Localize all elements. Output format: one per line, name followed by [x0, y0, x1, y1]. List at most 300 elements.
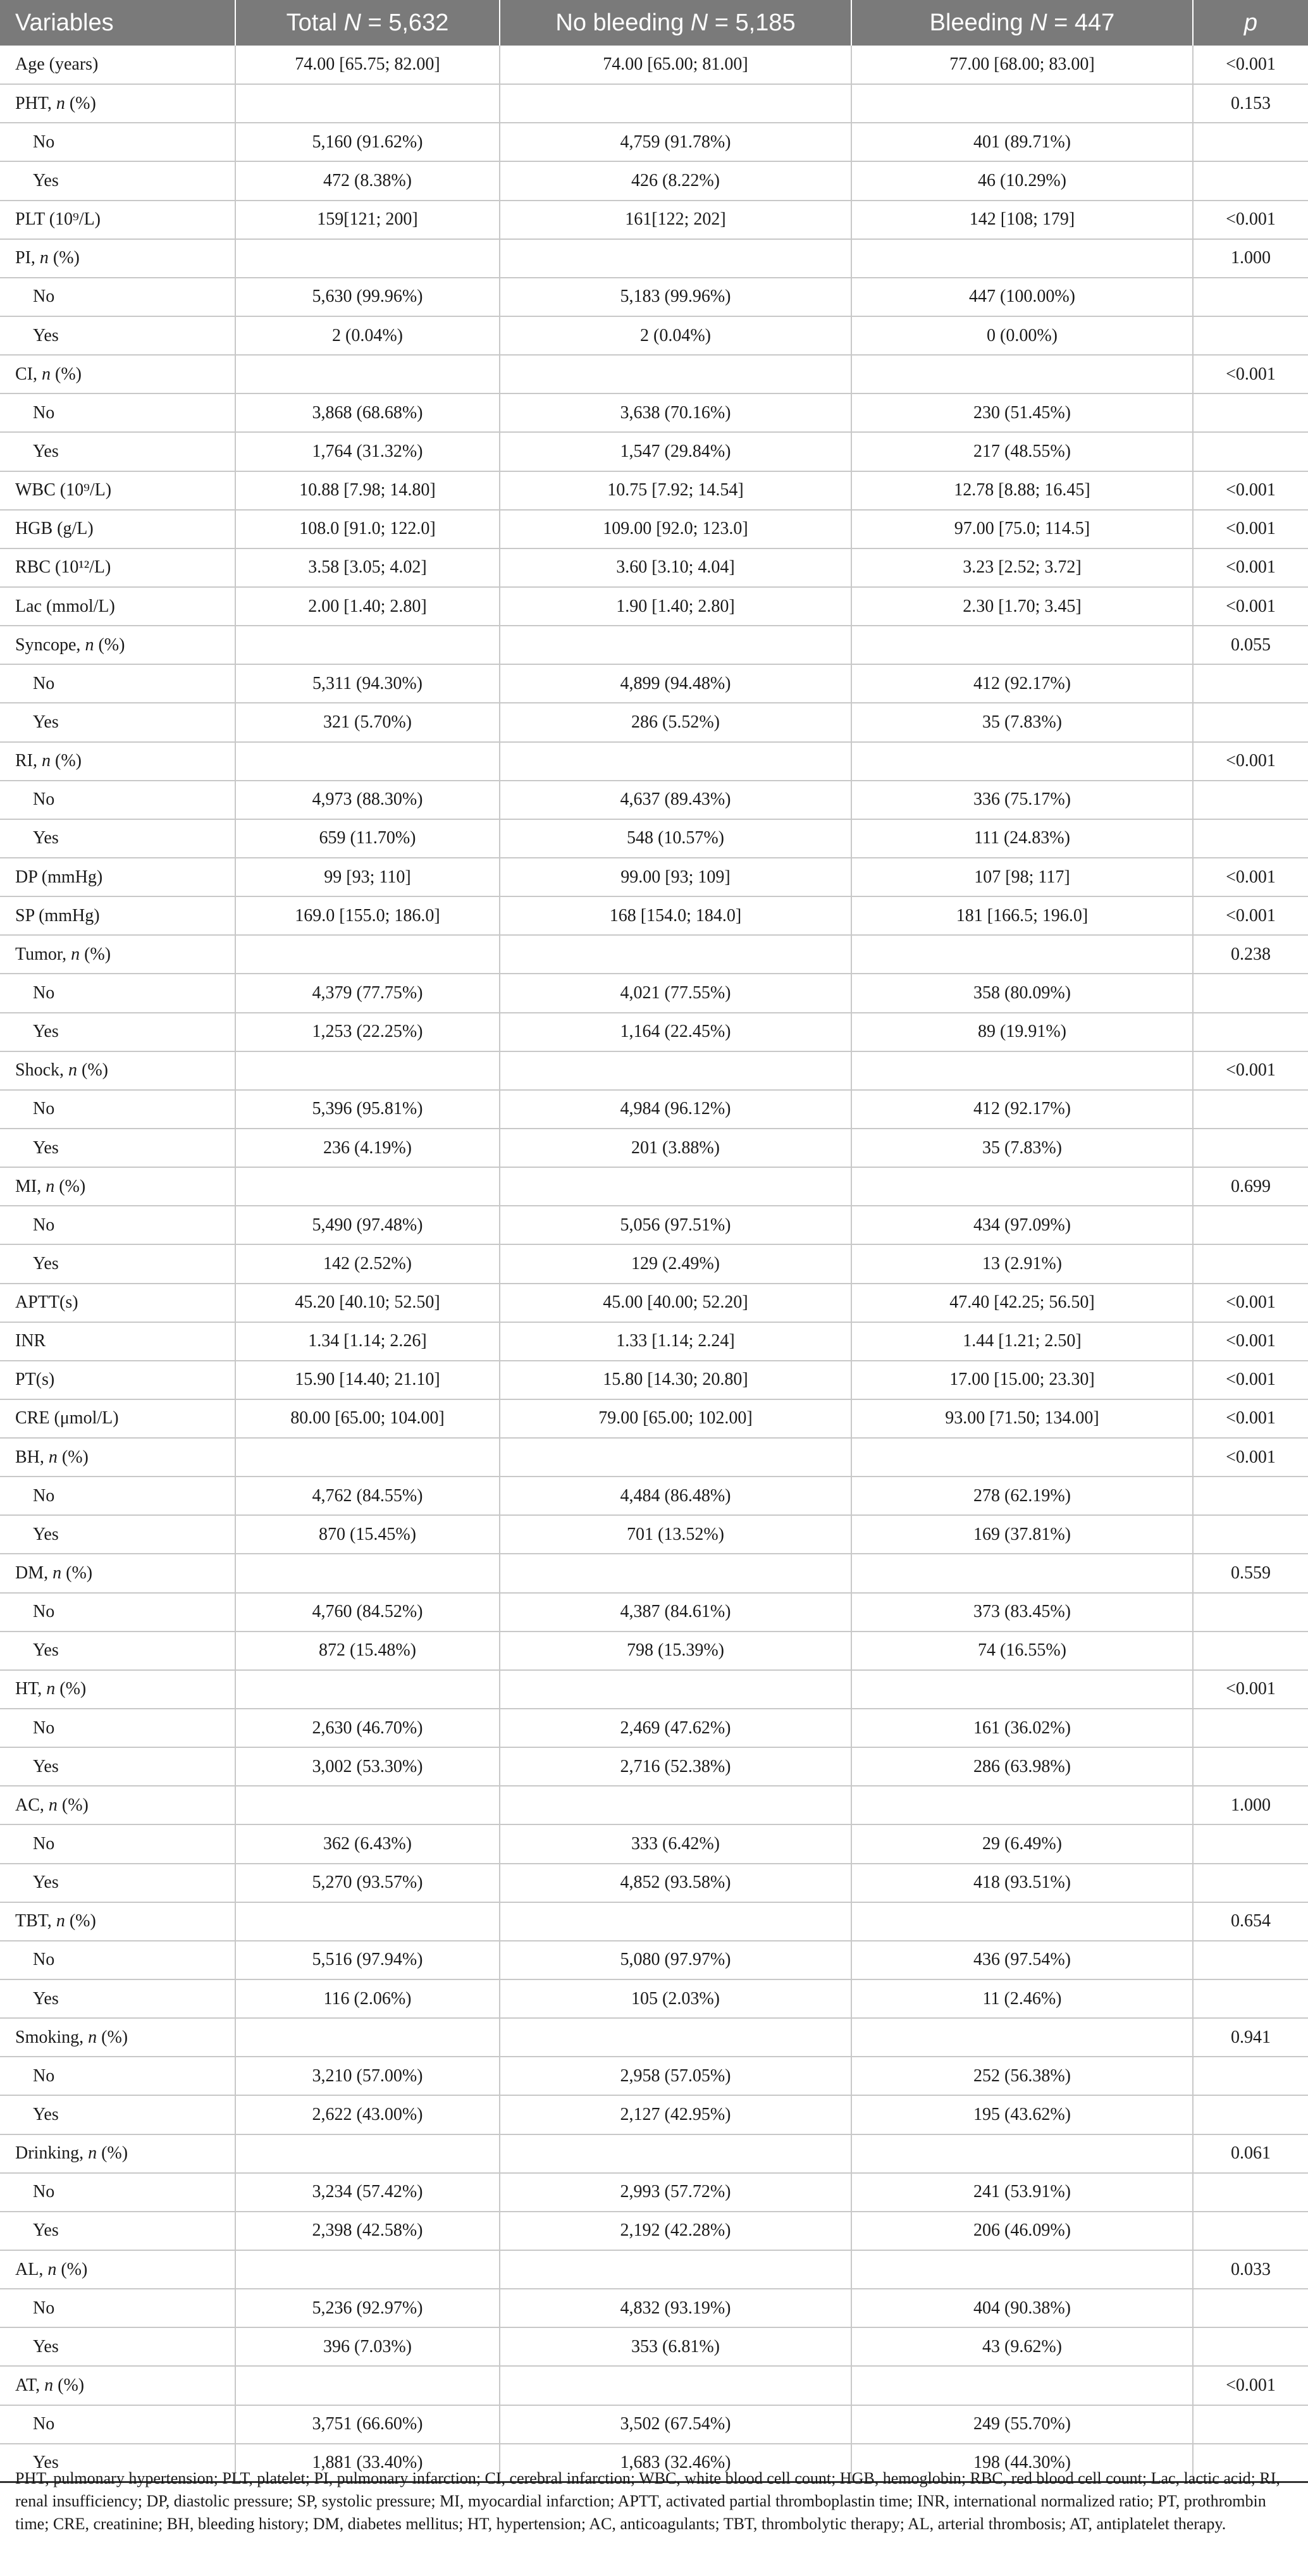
- cell-bleeding-text: 169 (37.81%): [973, 1524, 1071, 1544]
- cell-variable: [0, 355, 235, 393]
- cell-no-bleeding: [500, 239, 851, 278]
- cell-variable-text: AT, n (%): [15, 2375, 85, 2395]
- cell-p-value: [1193, 1167, 1308, 1206]
- cell-bleeding-text: 336 (75.17%): [973, 790, 1071, 810]
- cell-no-bleeding-text: 4,021 (77.55%): [620, 982, 731, 1003]
- cell-p-value: [1193, 123, 1308, 161]
- cell-bleeding-text: 278 (62.19%): [973, 1485, 1071, 1506]
- cell-p-value: [1193, 1399, 1308, 1438]
- cell-variable: [0, 819, 235, 858]
- header-variables: [0, 0, 235, 46]
- cell-total: [235, 1090, 500, 1129]
- cell-bleeding-text: 43 (9.62%): [982, 2336, 1062, 2356]
- cell-no-bleeding: [500, 46, 851, 84]
- cell-bleeding-text: 11 (2.46%): [982, 1988, 1062, 2009]
- cell-total-text: 362 (6.43%): [323, 1834, 412, 1854]
- cell-variable: [0, 664, 235, 703]
- cell-no-bleeding: [500, 2289, 851, 2327]
- cell-no-bleeding-text: 5,080 (97.97%): [620, 1950, 731, 1970]
- table-row: [0, 1786, 1308, 1824]
- cell-p-value: [1193, 1013, 1308, 1051]
- cell-p-value: [1193, 626, 1308, 664]
- cell-no-bleeding-text: 2,958 (57.05%): [620, 2065, 731, 2086]
- cell-variable-text: HGB (g/L): [15, 519, 94, 539]
- cell-bleeding-text: 13 (2.91%): [982, 1253, 1062, 1273]
- cell-p-value: [1193, 2405, 1308, 2444]
- cell-p-value: [1193, 2095, 1308, 2134]
- cell-bleeding-text: 74 (16.55%): [978, 1640, 1066, 1661]
- cell-bleeding: [851, 510, 1193, 548]
- cell-p-value-text: <0.001: [1226, 1370, 1276, 1390]
- table-row: [0, 161, 1308, 200]
- cell-variable-text: No: [33, 673, 55, 693]
- table-row: [0, 1361, 1308, 1399]
- cell-no-bleeding: [500, 935, 851, 974]
- cell-p-value-text: <0.001: [1226, 557, 1276, 578]
- cell-p-value: [1193, 1632, 1308, 1670]
- cell-bleeding: [851, 819, 1193, 858]
- cell-total: [235, 896, 500, 935]
- cell-total: [235, 2289, 500, 2327]
- table-row: [0, 510, 1308, 548]
- cell-bleeding: [851, 2366, 1193, 2405]
- cell-variable: [0, 1090, 235, 1129]
- cell-no-bleeding: [500, 1284, 851, 1322]
- table-row: [0, 316, 1308, 355]
- cell-total-text: 5,236 (92.97%): [312, 2298, 423, 2318]
- cell-no-bleeding: [500, 1013, 851, 1051]
- cell-no-bleeding-text: 1,683 (32.46%): [620, 2453, 731, 2473]
- cell-total-text: 3,210 (57.00%): [312, 2065, 423, 2086]
- cell-total: [235, 1051, 500, 1090]
- cell-total-text: 74.00 [65.75; 82.00]: [295, 54, 440, 75]
- cell-bleeding: [851, 742, 1193, 781]
- cell-total-text: 5,311 (94.30%): [312, 673, 423, 693]
- cell-bleeding: [851, 2018, 1193, 2057]
- cell-variable-text: Tumor, n (%): [15, 944, 111, 964]
- cell-total-text: 2,398 (42.58%): [312, 2220, 423, 2241]
- cell-p-value-text: 0.559: [1231, 1563, 1271, 1583]
- cell-variable-text: Yes: [33, 712, 59, 732]
- cell-bleeding-text: 241 (53.91%): [973, 2182, 1071, 2202]
- cell-bleeding: [851, 1864, 1193, 1902]
- table-row: [0, 1554, 1308, 1592]
- cell-variable: [0, 742, 235, 781]
- cell-bleeding: [851, 1013, 1193, 1051]
- cell-no-bleeding: [500, 1824, 851, 1863]
- cell-no-bleeding: [500, 2018, 851, 2057]
- cell-bleeding: [851, 278, 1193, 316]
- cell-no-bleeding: [500, 2095, 851, 2134]
- cell-variable-text: No: [33, 2182, 55, 2202]
- cell-variable: [0, 1206, 235, 1244]
- cell-bleeding: [851, 781, 1193, 819]
- cell-variable-text: Lac (mmol/L): [15, 596, 115, 616]
- cell-no-bleeding: [500, 896, 851, 935]
- table-row: [0, 1593, 1308, 1632]
- cell-total: [235, 84, 500, 123]
- table-row: [0, 2173, 1308, 2212]
- cell-p-value: [1193, 1361, 1308, 1399]
- cell-p-value: [1193, 1051, 1308, 1090]
- cell-total: [235, 1979, 500, 2018]
- cell-p-value-text: 1.000: [1231, 248, 1271, 268]
- cell-total: [235, 1244, 500, 1283]
- cell-total: [235, 548, 500, 587]
- cell-total-text: 2,622 (43.00%): [312, 2105, 423, 2125]
- cell-p-value: [1193, 239, 1308, 278]
- cell-variable-text: Shock, n (%): [15, 1060, 108, 1081]
- cell-no-bleeding-text: 10.75 [7.92; 14.54]: [607, 480, 744, 500]
- cell-variable: [0, 393, 235, 432]
- table-row: [0, 1206, 1308, 1244]
- cell-no-bleeding: [500, 781, 851, 819]
- cell-total: [235, 1322, 500, 1361]
- cell-no-bleeding: [500, 819, 851, 858]
- cell-bleeding: [851, 1670, 1193, 1709]
- cell-no-bleeding-text: 3.60 [3.10; 4.04]: [616, 557, 735, 578]
- cell-bleeding-text: 206 (46.09%): [973, 2220, 1071, 2241]
- cell-bleeding-text: 412 (92.17%): [973, 673, 1071, 693]
- table-row: [0, 587, 1308, 626]
- cell-no-bleeding-text: 798 (15.39%): [627, 1640, 724, 1661]
- cell-variable: [0, 2250, 235, 2289]
- cell-total: [235, 316, 500, 355]
- cell-no-bleeding: [500, 2173, 851, 2212]
- cell-total-text: 15.90 [14.40; 21.10]: [295, 1370, 440, 1390]
- cell-p-value: [1193, 1709, 1308, 1747]
- cell-no-bleeding: [500, 2134, 851, 2173]
- cell-bleeding: [851, 1206, 1193, 1244]
- header-row: [0, 0, 1308, 46]
- cell-variable: [0, 510, 235, 548]
- cell-variable-text: Yes: [33, 1524, 59, 1544]
- cell-variable: [0, 1322, 235, 1361]
- cell-bleeding-text: 447 (100.00%): [969, 287, 1075, 307]
- cell-bleeding: [851, 1090, 1193, 1129]
- cell-no-bleeding-text: 4,387 (84.61%): [620, 1602, 731, 1622]
- cell-no-bleeding-text: 701 (13.52%): [627, 1524, 724, 1544]
- cell-bleeding-text: 404 (90.38%): [973, 2298, 1071, 2318]
- cell-total: [235, 2018, 500, 2057]
- cell-p-value: [1193, 1322, 1308, 1361]
- cell-p-value: [1193, 2366, 1308, 2405]
- cell-bleeding-text: 46 (10.29%): [978, 170, 1066, 190]
- cell-p-value: [1193, 1206, 1308, 1244]
- cell-total: [235, 278, 500, 316]
- cell-variable-text: No: [33, 1485, 55, 1506]
- cell-bleeding: [851, 2057, 1193, 2095]
- cell-p-value-text: <0.001: [1226, 905, 1276, 926]
- cell-total: [235, 393, 500, 432]
- table-row: [0, 239, 1308, 278]
- cell-bleeding-text: 286 (63.98%): [973, 1756, 1071, 1776]
- cell-p-value: [1193, 1129, 1308, 1167]
- cell-variable-text: Yes: [33, 2336, 59, 2356]
- cell-total-text: 5,490 (97.48%): [312, 1215, 423, 1235]
- cell-variable-text: PT(s): [15, 1370, 55, 1390]
- cell-variable: [0, 1554, 235, 1592]
- cell-variable: [0, 1864, 235, 1902]
- cell-variable: [0, 2212, 235, 2250]
- cell-p-value-text: 0.061: [1231, 2143, 1271, 2164]
- cell-no-bleeding: [500, 393, 851, 432]
- cell-total-text: 236 (4.19%): [323, 1137, 412, 1158]
- cell-no-bleeding: [500, 2327, 851, 2366]
- cell-no-bleeding: [500, 2212, 851, 2250]
- cell-bleeding-text: 358 (80.09%): [973, 982, 1071, 1003]
- table-row: [0, 1824, 1308, 1863]
- cell-p-value-text: <0.001: [1226, 519, 1276, 539]
- cell-p-value: [1193, 1090, 1308, 1129]
- cell-variable: [0, 123, 235, 161]
- cell-no-bleeding: [500, 626, 851, 664]
- cell-no-bleeding-text: 15.80 [14.30; 20.80]: [603, 1370, 748, 1390]
- cell-total: [235, 432, 500, 471]
- cell-total-text: 4,973 (88.30%): [312, 790, 423, 810]
- cell-bleeding: [851, 1051, 1193, 1090]
- cell-variable-text: RBC (10¹²/L): [15, 557, 111, 578]
- cell-variable-text: AC, n (%): [15, 1795, 89, 1815]
- cell-bleeding: [851, 1284, 1193, 1322]
- cell-variable-text: HT, n (%): [15, 1679, 87, 1699]
- cell-p-value-text: 0.153: [1231, 93, 1271, 113]
- cell-variable-text: Yes: [33, 2105, 59, 2125]
- cell-bleeding: [851, 432, 1193, 471]
- cell-bleeding-text: 77.00 [68.00; 83.00]: [949, 54, 1095, 75]
- cell-variable: [0, 935, 235, 974]
- cell-total: [235, 2095, 500, 2134]
- table-row: [0, 1979, 1308, 2018]
- table-row: [0, 703, 1308, 741]
- cell-p-value: [1193, 819, 1308, 858]
- cell-variable-text: Yes: [33, 1022, 59, 1042]
- cell-bleeding-text: 89 (19.91%): [978, 1022, 1066, 1042]
- cell-no-bleeding-text: 1.33 [1.14; 2.24]: [616, 1331, 735, 1351]
- cell-bleeding: [851, 1979, 1193, 2018]
- cell-total-text: 159[121; 200]: [317, 209, 418, 230]
- cell-bleeding: [851, 2250, 1193, 2289]
- table-row: [0, 896, 1308, 935]
- cell-total-text: 2,630 (46.70%): [312, 1718, 423, 1738]
- header-label: Bleeding: [929, 9, 1030, 36]
- cell-variable-text: Yes: [33, 1137, 59, 1158]
- cell-no-bleeding: [500, 432, 851, 471]
- cell-p-value: [1193, 2134, 1308, 2173]
- cell-bleeding: [851, 974, 1193, 1012]
- table-row: [0, 742, 1308, 781]
- cell-no-bleeding-text: 4,899 (94.48%): [620, 673, 731, 693]
- table-row: [0, 1438, 1308, 1477]
- cell-bleeding: [851, 1361, 1193, 1399]
- cell-bleeding: [851, 161, 1193, 200]
- cell-no-bleeding: [500, 587, 851, 626]
- cell-no-bleeding: [500, 2057, 851, 2095]
- cell-p-value: [1193, 858, 1308, 896]
- table-footnote: PHT, pulmonary hypertension; PLT, platelet; PI, pulmonary infarction; CI, cerebral infarction; WBC, white blood cell count; HGB, hemoglobin; RBC, red blood cell count; Lac, lactic acid; RI, renal insufficiency; DP, diastolic pressure; SP, systolic pressure; MI, myocardial infarction; APTT, activated partial thromboplastin time; INR, international normalized ratio; PT, prothrombin time; CRE, creatinine; BH, bleeding history; DM, diabetes mellitus; HT, hypertension; AC, anticoagulants; TBT, thrombolytic therapy; AL, arterial thrombosis; AT, antiplatelet therapy.: [15, 2469, 1280, 2533]
- cell-total: [235, 1864, 500, 1902]
- n-symbol: n: [46, 1176, 55, 1196]
- cell-no-bleeding-text: 99.00 [93; 109]: [620, 867, 731, 887]
- cell-variable-text: No: [33, 1834, 55, 1854]
- cell-no-bleeding: [500, 355, 851, 393]
- cell-no-bleeding-text: 426 (8.22%): [631, 170, 720, 190]
- cell-total-text: 99 [93; 110]: [324, 867, 411, 887]
- cell-bleeding-text: 12.78 [8.88; 16.45]: [954, 480, 1090, 500]
- cell-p-value: [1193, 548, 1308, 587]
- cell-no-bleeding-text: 168 [154.0; 184.0]: [609, 905, 742, 926]
- cell-variable-text: Yes: [33, 2453, 59, 2473]
- cell-bleeding: [851, 1244, 1193, 1283]
- cell-variable-text: PI, n (%): [15, 248, 80, 268]
- cell-variable: [0, 316, 235, 355]
- cell-bleeding: [851, 1747, 1193, 1786]
- cell-no-bleeding: [500, 974, 851, 1012]
- cell-variable-text: Yes: [33, 2220, 59, 2241]
- cell-no-bleeding-text: 2,716 (52.38%): [620, 1756, 731, 1776]
- table-row: [0, 819, 1308, 858]
- cell-no-bleeding-text: 4,759 (91.78%): [620, 132, 731, 152]
- cell-no-bleeding: [500, 1902, 851, 1941]
- table-row: [0, 1399, 1308, 1438]
- cell-bleeding: [851, 393, 1193, 432]
- cell-variable: [0, 1361, 235, 1399]
- cell-no-bleeding: [500, 201, 851, 239]
- n-symbol: n: [42, 364, 51, 384]
- cell-bleeding-text: 1.44 [1.21; 2.50]: [963, 1331, 1082, 1351]
- n-symbol: n: [68, 1060, 77, 1081]
- cell-total-text: 45.20 [40.10; 52.50]: [295, 1292, 440, 1313]
- cell-variable: [0, 1670, 235, 1709]
- cell-variable-text: No: [33, 1718, 55, 1738]
- cell-bleeding-text: 3.23 [2.52; 3.72]: [963, 557, 1082, 578]
- cell-p-value-text: <0.001: [1226, 1679, 1276, 1699]
- cell-total-text: 872 (15.48%): [319, 1640, 416, 1661]
- cell-no-bleeding: [500, 1206, 851, 1244]
- cell-bleeding: [851, 2173, 1193, 2212]
- cell-variable-text: Yes: [33, 1756, 59, 1776]
- header-count: = 5,185: [708, 9, 796, 36]
- cell-p-value: [1193, 974, 1308, 1012]
- cell-total: [235, 46, 500, 84]
- cell-bleeding: [851, 201, 1193, 239]
- cell-no-bleeding-text: 45.00 [40.00; 52.20]: [603, 1292, 748, 1313]
- cell-bleeding-text: 249 (55.70%): [973, 2414, 1071, 2434]
- table-row: [0, 1902, 1308, 1941]
- cell-bleeding-text: 107 [98; 117]: [974, 867, 1070, 887]
- cell-variable: [0, 548, 235, 587]
- table-row: [0, 1284, 1308, 1322]
- cell-variable: [0, 2095, 235, 2134]
- n-symbol: n: [48, 1795, 58, 1815]
- cell-variable-text: INR: [15, 1331, 46, 1351]
- cell-bleeding-text: 198 (44.30%): [973, 2453, 1071, 2473]
- cell-bleeding-text: 97.00 [75.0; 114.5]: [954, 519, 1090, 539]
- cell-variable-text: No: [33, 287, 55, 307]
- cell-total: [235, 1632, 500, 1670]
- cell-variable-text: BH, n (%): [15, 1447, 89, 1467]
- cell-no-bleeding-text: 1,547 (29.84%): [620, 441, 731, 461]
- table-row: [0, 1322, 1308, 1361]
- cell-no-bleeding-text: 3,638 (70.16%): [620, 402, 731, 423]
- cell-bleeding-text: 35 (7.83%): [982, 712, 1062, 732]
- table-row: [0, 1244, 1308, 1283]
- cell-total-text: 4,760 (84.52%): [312, 1602, 423, 1622]
- cell-no-bleeding-text: 1.90 [1.40; 2.80]: [616, 596, 735, 616]
- cell-no-bleeding-text: 74.00 [65.00; 81.00]: [603, 54, 748, 75]
- cell-no-bleeding: [500, 1129, 851, 1167]
- cell-bleeding-text: 35 (7.83%): [982, 1137, 1062, 1158]
- cell-no-bleeding: [500, 1244, 851, 1283]
- cell-p-value: [1193, 1902, 1308, 1941]
- cell-total: [235, 2057, 500, 2095]
- cell-total: [235, 1670, 500, 1709]
- cell-variable: [0, 2405, 235, 2444]
- cell-bleeding: [851, 1941, 1193, 1979]
- cell-no-bleeding: [500, 2405, 851, 2444]
- cell-total-text: 2.00 [1.40; 2.80]: [308, 596, 427, 616]
- table-row: [0, 84, 1308, 123]
- cell-variable-text: Yes: [33, 170, 59, 190]
- cell-variable: [0, 1284, 235, 1322]
- cell-variable: [0, 46, 235, 84]
- cell-variable-text: Yes: [33, 1988, 59, 2009]
- cell-variable-text: Yes: [33, 1640, 59, 1661]
- cell-p-value: [1193, 1864, 1308, 1902]
- cell-bleeding: [851, 1167, 1193, 1206]
- cell-p-value-text: <0.001: [1226, 54, 1276, 75]
- n-symbol: n: [88, 2027, 97, 2047]
- cell-no-bleeding: [500, 278, 851, 316]
- cell-total-text: 5,630 (99.96%): [312, 287, 423, 307]
- table-row: [0, 355, 1308, 393]
- cell-bleeding: [851, 935, 1193, 974]
- cell-total-text: 10.88 [7.98; 14.80]: [299, 480, 436, 500]
- cell-no-bleeding-text: 2,127 (42.95%): [620, 2105, 731, 2125]
- cell-no-bleeding-text: 548 (10.57%): [627, 828, 724, 848]
- cell-variable-text: MI, n (%): [15, 1176, 86, 1196]
- cell-p-value-text: <0.001: [1226, 751, 1276, 771]
- cell-bleeding-text: 418 (93.51%): [973, 1873, 1071, 1893]
- cell-bleeding: [851, 1593, 1193, 1632]
- table-row: [0, 432, 1308, 471]
- cell-total: [235, 2327, 500, 2366]
- cell-total: [235, 201, 500, 239]
- cell-bleeding-text: 401 (89.71%): [973, 132, 1071, 152]
- cell-total: [235, 781, 500, 819]
- table-body: [0, 46, 1308, 2482]
- cell-bleeding-text: 181 [166.5; 196.0]: [956, 905, 1089, 926]
- cell-variable-text: PHT, n (%): [15, 93, 96, 113]
- cell-no-bleeding: [500, 316, 851, 355]
- cell-bleeding-text: 436 (97.54%): [973, 1950, 1071, 1970]
- cell-variable: [0, 2289, 235, 2327]
- cell-total-text: 142 (2.52%): [323, 1253, 412, 1273]
- cell-variable: [0, 2366, 235, 2405]
- table-row: [0, 1013, 1308, 1051]
- header-count: = 447: [1047, 9, 1115, 36]
- table-row: [0, 471, 1308, 510]
- cell-total-text: 1,253 (22.25%): [312, 1022, 423, 1042]
- cell-no-bleeding-text: 161[122; 202]: [625, 209, 726, 230]
- cell-no-bleeding: [500, 1747, 851, 1786]
- table-row: [0, 1864, 1308, 1902]
- table-row: [0, 626, 1308, 664]
- cell-variable-text: No: [33, 2414, 55, 2434]
- cell-p-value: [1193, 1979, 1308, 2018]
- cell-p-value: [1193, 510, 1308, 548]
- n-symbol: n: [47, 2259, 57, 2279]
